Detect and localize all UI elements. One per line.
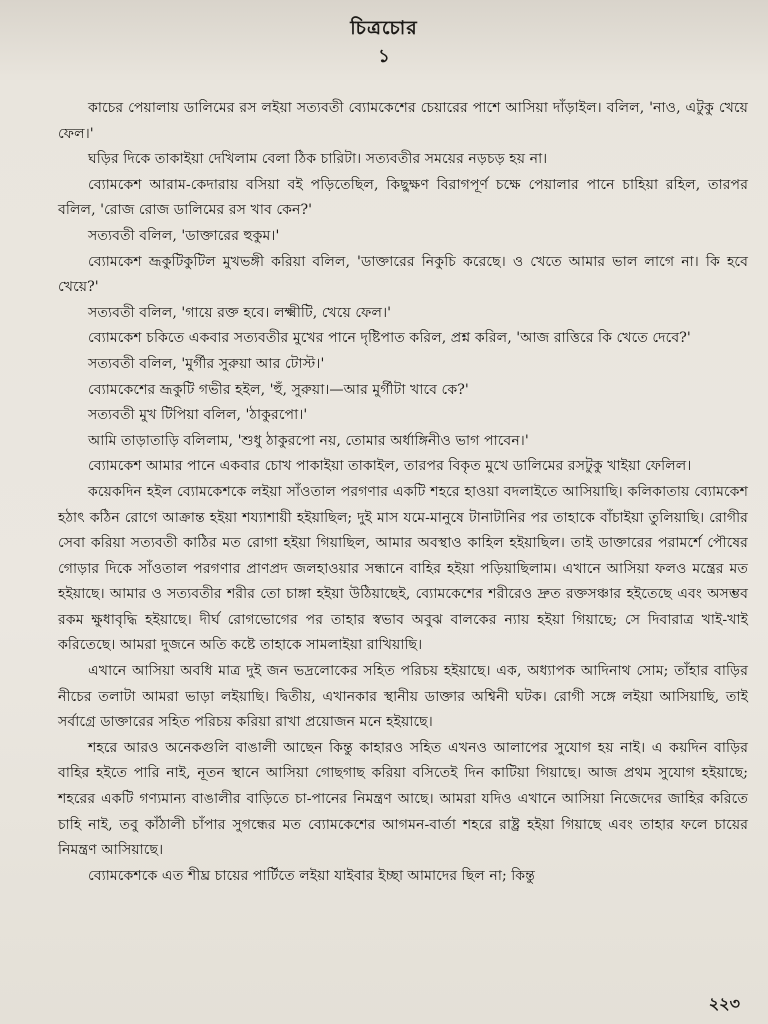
paragraph: ব্যোমকেশকে এত শীঘ্র চায়ের পার্টিতে লইয়া যাইবার ইচ্ছা আমাদের ছিল না; কিন্তু <box>88 867 536 884</box>
paragraph: ব্যোমকেশ ভ্রূকুটিকুটিল মুখভঙ্গী করিয়া বলিল, 'ডাক্তারের নিকুচি করেছে। ও খেতে আমার ভাল লাগে না। কি হবে খেয়ে?' <box>58 253 748 296</box>
paragraph: সত্যবতী বলিল, 'গায়ে রক্ত হবে। লক্ষ্মীটি, খেয়ে ফেল।' <box>88 304 392 321</box>
paragraph: শহরে আরও অনেকগুলি বাঙালী আছেন কিন্তু কাহারও সহিত এখনও আলাপের সুযোগ হয় নাই। এ কয়দিন বাড়ির বাহির হইতে পারি নাই, নূতন স্থানে আসিয়া গোছগাছ করিয়া বসিতেই দিন কাটিয়া গিয়াছে। আজ প্রথম সুযোগ হইয়াছে; শহরের একটি গণ্যমান্য বাঙালীর বাড়িতে চা-পানের নিমন্ত্রণ আছে। আমরা যদিও এখানে আসিয়া নিজেদের জাহির করিতে চাহি নাই, তবু কাঁঠালী চাঁপার সুগন্ধের মত ব্যোমকেশের আগমন-বার্তা শহরে রাষ্ট্র হইয়া গিয়াছে এবং তাহার ফলে চায়ের নিমন্ত্রণ আসিয়াছে। <box>58 739 748 859</box>
paragraph: সত্যবতী মুখ টিপিয়া বলিল, 'ঠাকুরপো।' <box>88 407 308 424</box>
page-number: ২২৩ <box>708 994 740 1013</box>
paragraph: ঘড়ির দিকে তাকাইয়া দেখিলাম বেলা ঠিক চারিটা। সত্যবতীর সময়ের নড়চড় হয় না। <box>88 151 548 168</box>
paragraph: এখানে আসিয়া অবধি মাত্র দুই জন ভদ্রলোকের সহিত পরিচয় হইয়াছে। এক, অধ্যাপক আদিনাথ সোম; তাঁহার বাড়ির নীচের তলাটা আমরা ভাড়া লইয়াছি। দ্বিতীয়, এখানকার স্থানীয় ডাক্তার অশ্বিনী ঘটক। রোগী সঙ্গে লইয়া আসিয়াছি, তাই সর্বাগ্রে ডাক্তারের সহিত পরিচয় করিয়া রাখা প্রয়োজন মনে হইয়াছে। <box>58 663 748 731</box>
paragraph: সত্যবতী বলিল, 'মুর্গীর সুরুয়া আর টোস্ট।' <box>88 355 325 372</box>
paragraph: আমি তাড়াতাড়ি বলিলাম, 'শুধু ঠাকুরপো নয়, তোমার অর্ধাঙ্গিনীও ভাগ পাবেন।' <box>88 432 529 449</box>
paragraph: কাচের পেয়ালায় ডালিমের রস লইয়া সত্যবতী ব্যোমকেশের চেয়ারের পাশে আসিয়া দাঁড়াইল। বলিল, 'নাও, এটুকু খেয়ে ফেল।' <box>58 100 748 142</box>
paragraph: সত্যবতী বলিল, 'ডাক্তারের হুকুম।' <box>88 227 280 244</box>
paragraph: ব্যোমকেশের ভ্রূকুটি গভীর হইল, 'হুঁ, সুরুয়া।—আর মুর্গীটা খাবে কে?' <box>88 381 469 398</box>
paragraph: কয়েকদিন হইল ব্যোমকেশকে লইয়া সাঁওতাল পরগণার একটি শহরে হাওয়া বদলাইতে আসিয়াছি। কলিকাতায় ব্যোমকেশ হঠাৎ কঠিন রোগে আক্রান্ত হইয়া শয্যাশায়ী হইয়াছিল; দুই মাস যমে-মানুষে টানাটানির পর তাহাকে বাঁচাইয়া তুলিয়াছি। রোগীর সেবা করিয়া সত্যবতী কাঠির মত রোগা হইয়া গিয়াছিল, আমার অবস্থাও কাহিল হইয়াছিল। তাই ডাক্তারের পরামর্শে পৌষের গোড়ার দিকে সাঁওতাল পরগণার প্রাণপ্রদ জলহাওয়ার সন্ধানে বাহির হইয়া পড়িয়াছিলাম। এখানে আসিয়া ফলও মন্ত্রের মত হইয়াছে। আমার ও সত্যবতীর শরীর তো চাঙ্গা হইয়া উঠিয়াছেই, ব্যোমকেশের শরীরেও দ্রুত রক্তসঞ্চার হইতেছে এবং অসম্ভব রকম ক্ষুধাবৃদ্ধি হইয়াছে। দীর্ঘ রোগভোগের পর তাহার স্বভাব অবুঝ বালকের ন্যায় হইয়া গিয়াছে; সে দিবারাত্র খাই-খাই করিতেছে। আমরা দুজনে অতি কষ্টে তাহাকে সামলাইয়া রাখিয়াছি। <box>58 483 748 654</box>
paragraph: ব্যোমকেশ আরাম-কেদারায় বসিয়া বই পড়িতেছিল, কিছুক্ষণ বিরাগপূর্ণ চক্ষে পেয়ালার পানে চাহিয়া রহিল, তারপর বলিল, 'রোজ রোজ ডালিমের রস খাব কেন?' <box>58 176 748 219</box>
running-header: চিত্রচোর <box>350 17 418 39</box>
chapter-number: ১ <box>378 46 390 67</box>
body-text <box>58 96 748 889</box>
paragraph: ব্যোমকেশ চকিতে একবার সত্যবতীর মুখের পানে দৃষ্টিপাত করিল, প্রশ্ন করিল, 'আজ রাত্তিরে কি খেতে দেবে?' <box>88 330 691 347</box>
paragraph: ব্যোমকেশ আমার পানে একবার চোখ পাকাইয়া তাকাইল, তারপর বিকৃত মুখে ডালিমের রসটুকু খাইয়া ফেলিল। <box>88 458 692 475</box>
